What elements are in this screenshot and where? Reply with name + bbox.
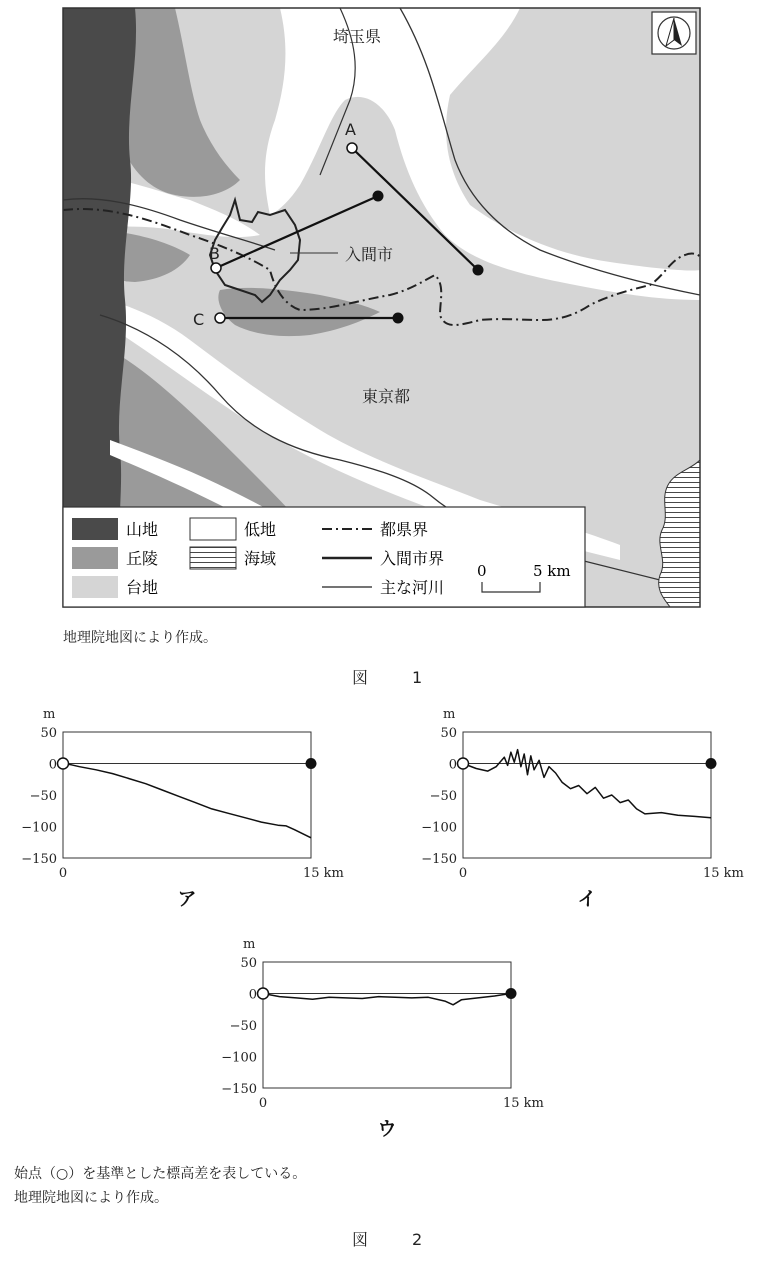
y-tick-label: −50 <box>429 789 457 804</box>
start-point-c <box>215 313 225 323</box>
y-tick-label: 50 <box>440 726 457 741</box>
plot-frame <box>63 732 311 858</box>
figure2-note: 始点（○）を基準とした標高差を表している。 <box>14 1166 307 1182</box>
end-marker <box>506 988 517 999</box>
label-point-a: A <box>345 120 356 139</box>
y-tick-label: −100 <box>221 1050 257 1066</box>
legend-mountain-label: 山地 <box>126 520 159 539</box>
start-marker <box>458 758 469 769</box>
legend-pref-border-label: 都県界 <box>380 520 429 539</box>
end-point-a <box>473 265 484 276</box>
y-unit-label: m <box>243 937 256 952</box>
y-tick-label: 50 <box>240 956 257 971</box>
north-arrow-icon <box>652 12 696 54</box>
profile-chart-u <box>221 937 544 1140</box>
x-tick-label: 15 km <box>303 866 344 881</box>
profile-chart-a <box>21 707 344 910</box>
legend-city-border-label: 入間市界 <box>380 549 445 568</box>
chart-title: イ <box>577 888 597 910</box>
y-tick-label: −50 <box>229 1019 257 1034</box>
legend-swatch-sea <box>190 547 236 569</box>
end-point-c <box>393 313 404 324</box>
y-tick-label: −150 <box>421 852 457 867</box>
label-point-c: C <box>193 310 205 329</box>
x-tick-label: 0 <box>258 1096 268 1111</box>
figure2-source: 地理院地図により作成。 <box>14 1190 168 1206</box>
legend-swatch-hill <box>72 547 118 569</box>
map-legend <box>63 507 585 607</box>
y-tick-label: 50 <box>40 726 57 741</box>
y-tick-label: −150 <box>21 852 57 867</box>
legend-sea-label: 海域 <box>244 549 277 568</box>
y-tick-label: −150 <box>221 1082 257 1097</box>
x-tick-label: 0 <box>458 866 468 881</box>
label-point-b: B <box>209 244 220 263</box>
legend-swatch-mountain <box>72 518 118 540</box>
figure1-source: 地理院地図により作成。 <box>63 630 217 646</box>
start-point-a <box>347 143 357 153</box>
y-tick-label: −100 <box>421 820 457 836</box>
figure2-caption: 図 2 <box>352 1230 437 1249</box>
legend-lowland-label: 低地 <box>244 520 277 539</box>
chart-title: ウ <box>377 1118 397 1140</box>
start-marker <box>258 988 269 999</box>
y-tick-label: 0 <box>448 757 457 773</box>
legend-swatch-plateau <box>72 576 118 598</box>
x-tick-label: 15 km <box>703 866 744 881</box>
label-iruma: 入間市 <box>345 245 394 264</box>
profile-charts <box>0 695 775 1165</box>
y-tick-label: −50 <box>29 789 57 804</box>
y-tick-label: 0 <box>48 757 57 773</box>
legend-plateau-label: 台地 <box>126 578 159 597</box>
x-tick-label: 15 km <box>503 1096 544 1111</box>
plot-frame <box>463 732 711 858</box>
scale-zero: 0 <box>477 562 487 580</box>
plot-frame <box>263 962 511 1088</box>
start-point-b <box>211 263 221 273</box>
legend-swatch-lowland <box>190 518 236 540</box>
legend-hill-label: 丘陵 <box>126 549 159 568</box>
end-marker <box>706 758 717 769</box>
scale-five-km: 5 km <box>533 562 571 580</box>
y-tick-label: −100 <box>21 820 57 836</box>
profile-chart-i <box>421 707 744 910</box>
figure1-caption: 図 1 <box>352 668 437 687</box>
y-unit-label: m <box>443 707 456 722</box>
start-marker <box>58 758 69 769</box>
end-marker <box>306 758 317 769</box>
legend-river-label: 主な河川 <box>380 578 445 597</box>
label-saitama: 埼玉県 <box>333 27 382 46</box>
y-unit-label: m <box>43 707 56 722</box>
y-tick-label: 0 <box>248 987 257 1003</box>
label-tokyo: 東京都 <box>362 387 411 406</box>
end-point-b <box>373 191 384 202</box>
x-tick-label: 0 <box>58 866 68 881</box>
chart-title: ア <box>177 888 197 910</box>
